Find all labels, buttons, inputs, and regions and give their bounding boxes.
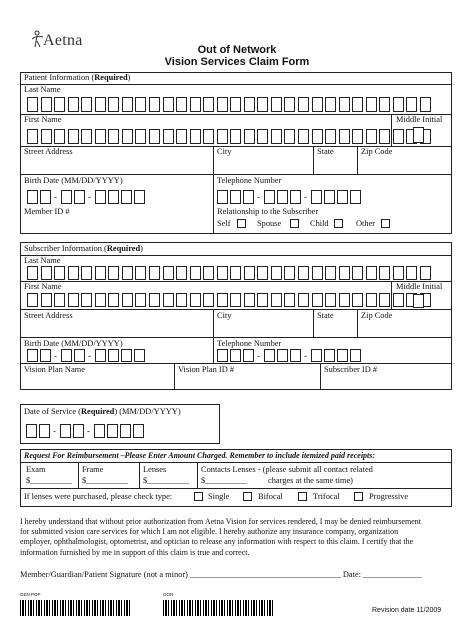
progressive-label: Progressive <box>369 492 409 501</box>
char-box[interactable] <box>257 266 268 280</box>
char-box[interactable] <box>54 129 65 144</box>
patient-first-name-label: First Name <box>24 115 62 124</box>
patient-middle-initial-box[interactable] <box>413 127 424 143</box>
char-box[interactable] <box>339 129 350 144</box>
char-box[interactable] <box>379 293 390 307</box>
char-box[interactable] <box>61 349 72 362</box>
char-box[interactable] <box>81 129 92 144</box>
char-box[interactable] <box>163 129 174 144</box>
char-box[interactable] <box>60 424 71 438</box>
char-box[interactable] <box>352 266 363 280</box>
barcode-mid <box>163 600 273 616</box>
char-box[interactable] <box>135 97 146 112</box>
statement-line-2: for submitted vision care services for which I am not eligible. I hereby authorize any insurance company, organization <box>20 527 399 537</box>
char-box[interactable] <box>217 266 228 280</box>
char-box[interactable] <box>366 129 377 144</box>
char-box[interactable] <box>81 97 92 112</box>
patient-relationship-label: Relationship to the Subscriber <box>217 207 319 216</box>
rel-spouse-label: Spouse <box>257 219 282 228</box>
char-box[interactable] <box>190 293 201 307</box>
char-box[interactable] <box>108 97 119 112</box>
exam-label: Exam <box>26 465 46 474</box>
patient-birth-date-label: Birth Date (MM/DD/YYYY) <box>24 176 123 185</box>
char-box[interactable] <box>290 349 301 362</box>
char-box[interactable] <box>325 293 336 307</box>
char-box[interactable] <box>406 266 417 280</box>
char-box[interactable] <box>203 266 214 280</box>
separator-dash: - <box>87 426 90 436</box>
rel-spouse-checkbox[interactable] <box>290 219 299 228</box>
char-box[interactable] <box>27 97 38 112</box>
char-box[interactable] <box>40 190 51 204</box>
char-box[interactable] <box>277 349 288 362</box>
char-box[interactable] <box>312 266 323 280</box>
char-box[interactable] <box>271 293 282 307</box>
subscriber-birth-date-label: Birth Date (MM/DD/YYYY) <box>24 339 123 348</box>
char-box[interactable] <box>379 129 390 144</box>
char-box[interactable] <box>68 293 79 307</box>
char-box[interactable] <box>54 266 65 280</box>
char-box[interactable] <box>298 293 309 307</box>
rel-self-label: Self <box>217 219 231 228</box>
char-box[interactable] <box>290 190 301 204</box>
char-box[interactable] <box>298 129 309 144</box>
char-box[interactable] <box>352 129 363 144</box>
char-box[interactable] <box>230 190 241 204</box>
trifocal-checkbox[interactable] <box>298 492 307 501</box>
char-box[interactable] <box>149 266 160 280</box>
char-box[interactable] <box>27 293 38 307</box>
char-box[interactable] <box>325 266 336 280</box>
char-box[interactable] <box>74 190 85 204</box>
char-box[interactable] <box>163 293 174 307</box>
char-box[interactable] <box>108 293 119 307</box>
char-box[interactable] <box>41 129 52 144</box>
char-box[interactable] <box>217 190 228 204</box>
char-box[interactable] <box>203 293 214 307</box>
char-box[interactable] <box>27 349 38 362</box>
char-box[interactable] <box>325 97 336 112</box>
subscriber-first-name-label: First Name <box>24 282 62 291</box>
char-box[interactable] <box>277 190 288 204</box>
char-box[interactable] <box>68 266 79 280</box>
char-box[interactable] <box>325 129 336 144</box>
separator-dash: - <box>304 351 307 361</box>
char-box[interactable] <box>190 97 201 112</box>
footer-code-left: GEN POP <box>20 592 41 597</box>
authorization-statement <box>20 517 460 558</box>
char-box[interactable] <box>298 266 309 280</box>
char-box[interactable] <box>352 97 363 112</box>
char-box[interactable] <box>149 129 160 144</box>
separator-dash: - <box>257 351 260 361</box>
char-box[interactable] <box>121 349 132 362</box>
char-box[interactable] <box>284 129 295 144</box>
char-box[interactable] <box>203 97 214 112</box>
char-box[interactable] <box>122 97 133 112</box>
char-box[interactable] <box>350 190 361 204</box>
char-box[interactable] <box>257 97 268 112</box>
char-box[interactable] <box>95 266 106 280</box>
subscriber-middle-initial-box[interactable] <box>413 294 424 308</box>
char-box[interactable] <box>94 424 105 438</box>
char-box[interactable] <box>271 266 282 280</box>
footer-code-mid: OON <box>163 592 174 597</box>
char-box[interactable] <box>311 190 322 204</box>
lenses-amount[interactable]: $__________ <box>143 476 190 485</box>
char-box[interactable] <box>108 266 119 280</box>
patient-section-label: Patient Information (Required) <box>24 73 131 82</box>
subscriber-city-label: City <box>217 311 232 320</box>
char-box[interactable] <box>108 190 119 204</box>
contacts-label: Contacts Lenses - (please submit all contact related <box>201 465 373 474</box>
single-checkbox[interactable] <box>194 492 203 501</box>
char-box[interactable] <box>243 349 254 362</box>
frame-label: Frame <box>82 465 104 474</box>
char-box[interactable] <box>420 97 431 112</box>
trifocal-label: Trifocal <box>313 492 340 501</box>
char-box[interactable] <box>352 293 363 307</box>
char-box[interactable] <box>284 293 295 307</box>
char-box[interactable] <box>135 129 146 144</box>
lens-type-prompt: If lenses were purchased, please check type: <box>24 492 173 501</box>
char-box[interactable] <box>366 97 377 112</box>
separator-dash: - <box>88 192 91 202</box>
char-box[interactable] <box>176 97 187 112</box>
char-box[interactable] <box>133 424 144 438</box>
char-box[interactable] <box>312 97 323 112</box>
char-box[interactable] <box>108 129 119 144</box>
char-box[interactable] <box>121 190 132 204</box>
char-box[interactable] <box>284 97 295 112</box>
char-box[interactable] <box>217 97 228 112</box>
statement-line-4: information furnished by me in support of this claim is true and correct. <box>20 547 250 557</box>
signature-line[interactable]: Member/Guardian/Patient Signature (not a minor) ____________________________________ Date: ______________ <box>20 570 422 579</box>
progressive-checkbox[interactable] <box>354 492 363 501</box>
char-box[interactable] <box>149 293 160 307</box>
patient-zip-label: Zip Code <box>361 147 393 156</box>
char-box[interactable] <box>420 266 431 280</box>
char-box[interactable] <box>135 293 146 307</box>
char-box[interactable] <box>26 424 37 438</box>
char-box[interactable] <box>230 97 241 112</box>
char-box[interactable] <box>68 97 79 112</box>
char-box[interactable] <box>350 349 361 362</box>
form-title <box>0 44 474 68</box>
char-box[interactable] <box>244 129 255 144</box>
char-box[interactable] <box>95 349 106 362</box>
char-box[interactable] <box>217 349 228 362</box>
char-box[interactable] <box>339 97 350 112</box>
separator-dash: - <box>54 192 57 202</box>
char-box[interactable] <box>264 190 275 204</box>
char-box[interactable] <box>134 190 145 204</box>
aetna-wordmark: Aetna <box>43 32 83 49</box>
patient-member-id-label: Member ID # <box>24 207 70 216</box>
char-box[interactable] <box>81 266 92 280</box>
char-box[interactable] <box>257 293 268 307</box>
rel-self-checkbox[interactable] <box>237 219 246 228</box>
char-box[interactable] <box>95 129 106 144</box>
char-box[interactable] <box>68 129 79 144</box>
char-box[interactable] <box>108 349 119 362</box>
char-box[interactable] <box>95 97 106 112</box>
bifocal-label: Bifocal <box>258 492 283 501</box>
char-box[interactable] <box>271 129 282 144</box>
char-box[interactable] <box>379 97 390 112</box>
char-box[interactable] <box>393 293 404 307</box>
char-box[interactable] <box>81 293 92 307</box>
vision-plan-id-label: Vision Plan ID # <box>178 365 235 374</box>
subscriber-last-name-label: Last Name <box>24 256 61 265</box>
separator-dash: - <box>54 351 57 361</box>
char-box[interactable] <box>271 97 282 112</box>
char-box[interactable] <box>27 190 38 204</box>
patient-city-label: City <box>217 147 232 156</box>
char-box[interactable] <box>73 424 84 438</box>
barcode-left <box>20 600 130 616</box>
patient-last-name-label: Last Name <box>24 85 61 94</box>
char-box[interactable] <box>107 424 118 438</box>
char-box[interactable] <box>27 266 38 280</box>
char-box[interactable] <box>163 97 174 112</box>
char-box[interactable] <box>203 129 214 144</box>
char-box[interactable] <box>284 266 295 280</box>
char-box[interactable] <box>190 129 201 144</box>
char-box[interactable] <box>120 424 131 438</box>
char-box[interactable] <box>176 293 187 307</box>
exam-amount[interactable]: $__________ <box>26 476 73 485</box>
char-box[interactable] <box>176 129 187 144</box>
title-line-1: Out of Network <box>197 44 277 56</box>
char-box[interactable] <box>339 266 350 280</box>
char-box[interactable] <box>244 97 255 112</box>
bifocal-checkbox[interactable] <box>243 492 252 501</box>
char-box[interactable] <box>337 349 348 362</box>
char-box[interactable] <box>122 129 133 144</box>
char-box[interactable] <box>163 266 174 280</box>
separator-dash: - <box>304 192 307 202</box>
char-box[interactable] <box>337 190 348 204</box>
subscriber-street-label: Street Address <box>24 311 73 320</box>
rel-child-label: Child <box>310 219 329 228</box>
char-box[interactable] <box>41 266 52 280</box>
char-box[interactable] <box>312 293 323 307</box>
char-box[interactable] <box>324 190 335 204</box>
char-box[interactable] <box>366 266 377 280</box>
char-box[interactable] <box>393 97 404 112</box>
date-of-service-label: Date of Service (Required) (MM/DD/YYYY) <box>24 407 181 416</box>
char-box[interactable] <box>39 424 50 438</box>
char-box[interactable] <box>41 97 52 112</box>
patient-telephone-label: Telephone Number <box>217 176 282 185</box>
frame-amount[interactable]: $__________ <box>82 476 129 485</box>
contacts-label-2: charges at the same time) <box>268 476 353 485</box>
subscriber-zip-label: Zip Code <box>361 311 393 320</box>
patient-middle-initial-label: Middle Initial <box>396 115 443 124</box>
char-box[interactable] <box>244 293 255 307</box>
rel-other-label: Other <box>356 219 376 228</box>
single-label: Single <box>208 492 230 501</box>
char-box[interactable] <box>257 129 268 144</box>
char-box[interactable] <box>54 97 65 112</box>
char-box[interactable] <box>27 129 38 144</box>
char-box[interactable] <box>41 293 52 307</box>
rel-other-checkbox[interactable] <box>381 219 390 228</box>
char-box[interactable] <box>122 266 133 280</box>
char-box[interactable] <box>217 293 228 307</box>
char-box[interactable] <box>312 129 323 144</box>
patient-street-label: Street Address <box>24 147 73 156</box>
statement-line-3: employer, ophthalmologist, optometrist, and optician to release any information with respect to this claim. I certify that the <box>20 537 414 547</box>
char-box[interactable] <box>230 293 241 307</box>
char-box[interactable] <box>135 266 146 280</box>
char-box[interactable] <box>230 129 241 144</box>
char-box[interactable] <box>149 97 160 112</box>
char-box[interactable] <box>339 293 350 307</box>
char-box[interactable] <box>230 349 241 362</box>
rel-child-checkbox[interactable] <box>334 219 343 228</box>
char-box[interactable] <box>366 293 377 307</box>
subscriber-middle-initial-label: Middle Initial <box>396 282 443 291</box>
char-box[interactable] <box>298 97 309 112</box>
char-box[interactable] <box>324 349 335 362</box>
char-box[interactable] <box>244 266 255 280</box>
char-box[interactable] <box>311 349 322 362</box>
char-box[interactable] <box>243 190 254 204</box>
char-box[interactable] <box>54 293 65 307</box>
char-box[interactable] <box>40 349 51 362</box>
char-box[interactable] <box>190 266 201 280</box>
reimbursement-header: Request For Reimbursement –Please Enter Amount Charged. Remember to include itemized paid receipts: <box>24 451 376 460</box>
vision-plan-name-label: Vision Plan Name <box>24 365 85 374</box>
char-box[interactable] <box>176 266 187 280</box>
char-box[interactable] <box>74 349 85 362</box>
char-box[interactable] <box>230 266 241 280</box>
char-box[interactable] <box>134 349 145 362</box>
subscriber-telephone-label: Telephone Number <box>217 339 282 348</box>
subscriber-section-label: Subscriber Information (Required) <box>24 244 143 253</box>
separator-dash: - <box>88 351 91 361</box>
char-box[interactable] <box>61 190 72 204</box>
separator-dash: - <box>257 192 260 202</box>
revision-date: Revision date 11/2009 <box>372 607 442 614</box>
char-box[interactable] <box>264 349 275 362</box>
char-box[interactable] <box>122 293 133 307</box>
char-box[interactable] <box>393 266 404 280</box>
char-box[interactable] <box>95 190 106 204</box>
char-box[interactable] <box>217 129 228 144</box>
subscriber-state-label: State <box>317 311 334 320</box>
separator-dash: - <box>53 426 56 436</box>
lenses-label: Lenses <box>143 465 167 474</box>
subscriber-id-label: Subscriber ID # <box>324 365 378 374</box>
char-box[interactable] <box>95 293 106 307</box>
patient-state-label: State <box>317 147 334 156</box>
char-box[interactable] <box>393 129 404 144</box>
title-line-2: Vision Services Claim Form <box>164 56 310 68</box>
contacts-amount[interactable]: $__________ <box>201 476 248 485</box>
char-box[interactable] <box>379 266 390 280</box>
char-box[interactable] <box>406 97 417 112</box>
statement-line-1: I hereby understand that without prior authorization from Aetna Vision for services rendered, I may be denied reimbursement <box>20 517 422 526</box>
